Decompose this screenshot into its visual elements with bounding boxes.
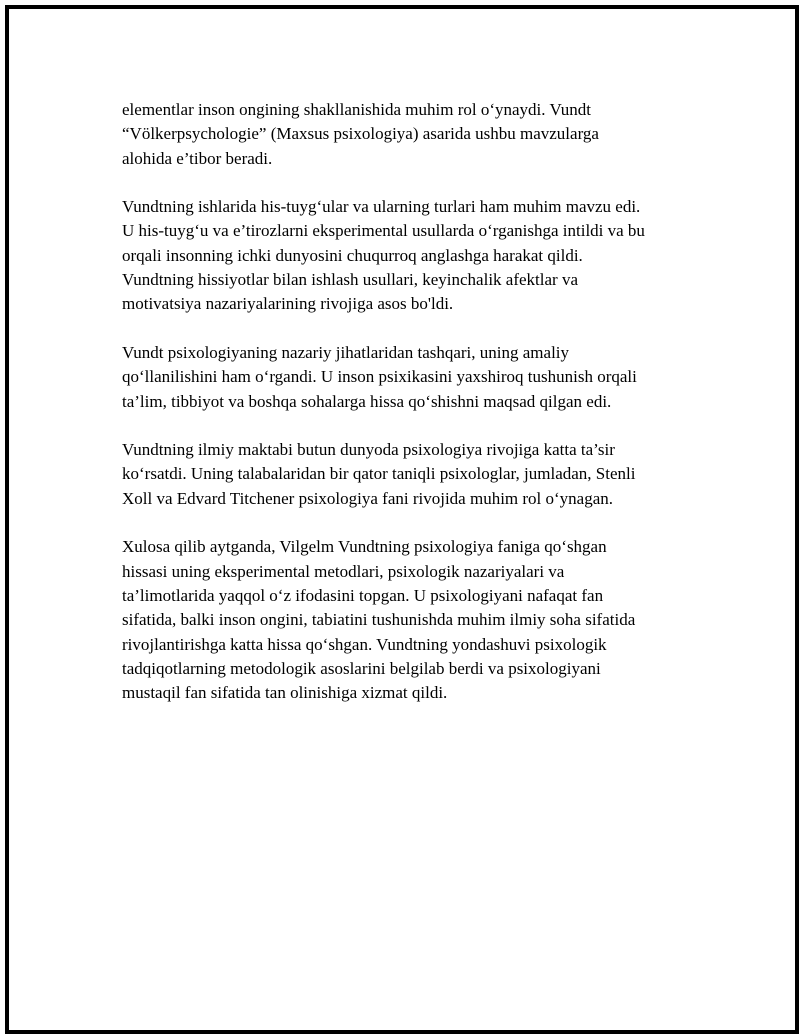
text-line: mustaqil fan sifatida tan olinishiga xizmat qildi. [122,683,448,703]
text-line: elementlar inson ongining shakllanishida muhim rol o‘ynaydi. Vundt [122,100,591,119]
paragraph-1 [122,98,702,171]
text-line: Vundt psixologiyaning nazariy jihatlaridan tashqari, uning amaliy [122,342,570,362]
text-line: Vundtning ishlarida his-tuyg‘ular va ularning turlari ham muhim mavzu edi. [122,197,641,217]
text-line: Xoll va Edvard Titchener psixologiya fani rivojida muhim rol o‘ynagan. [122,488,614,508]
text-line: “Völkerpsychologie” (Maxsus psixologiya) asarida ushbu mavzularga [122,124,599,144]
text-line: ta’lim, tibbiyot va boshqa sohalarga hissa qo‘shishni maqsad qilgan edi. [122,391,612,411]
text-line: alohida e’tibor beradi. [122,148,273,168]
paragraph-4 [122,438,702,511]
text-line: ko‘rsatdi. Uning talabalaridan bir qator taniqli psixologlar, jumladan, Stenli [122,464,636,484]
text-line: motivatsiya nazariyalarining rivojiga asos bo'ldi. [122,294,454,314]
text-line: tadqiqotlarning metodologik asoslarini belgilab berdi va psixologiyani [122,658,601,678]
text-line: Xulosa qilib aytganda, Vilgelm Vundtning psixologiya faniga qo‘shgan [122,537,607,557]
paragraph-5 [122,535,702,705]
text-line: rivojlantirishga katta hissa qo‘shgan. Vundtning yondashuvi psixologik [122,634,607,654]
text-line: U his-tuyg‘u va e’tirozlarni eksperimental usullarda o‘rganishga intildi va bu [122,221,645,241]
text-line: sifatida, balki inson ongini, tabiatini tushunishda muhim ilmiy soha sifatida [122,610,636,630]
page-border [5,5,799,1034]
paragraph-2 [122,195,702,316]
text-line: Vundtning hissiyotlar bilan ishlash usullari, keyinchalik afektlar va [122,270,578,290]
text-line: qo‘llanilishini ham o‘rgandi. U inson psixikasini yaxshiroq tushunish orqali [122,367,637,387]
text-line: hissasi uning eksperimental metodlari, psixologik nazariyalari va [122,561,565,581]
document-body [122,98,702,730]
paragraph-3 [122,341,702,414]
text-line: orqali insonning ichki dunyosini chuqurroq anglashga harakat qildi. [122,245,583,265]
text-line: Vundtning ilmiy maktabi butun dunyoda psixologiya rivojiga katta ta’sir [122,440,615,460]
text-line: ta’limotlarida yaqqol o‘z ifodasini topgan. U psixologiyani nafaqat fan [122,585,604,605]
